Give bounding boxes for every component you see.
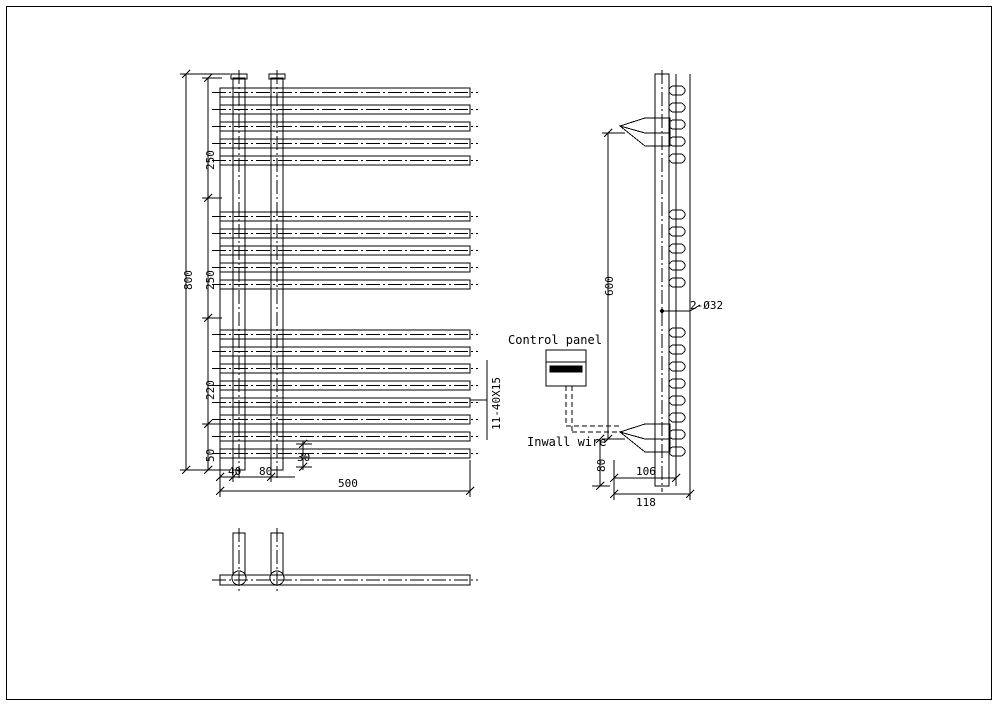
label-control-panel: Control panel — [508, 333, 602, 347]
plan-view-body — [212, 528, 478, 592]
dim-front-offset-b: 80 — [259, 465, 273, 478]
dim-front-segment-1: 250 — [204, 150, 217, 170]
front-dimension-lines — [180, 70, 487, 497]
dim-side-depth-inner: 106 — [636, 465, 656, 478]
dim-front-segment-3: 220 — [204, 380, 217, 400]
inwall-wire-path — [566, 386, 620, 432]
side-bar-ends — [669, 86, 685, 456]
control-panel-box — [546, 350, 586, 386]
dim-front-overall-height: 800 — [182, 270, 195, 290]
dim-front-segment-4: 50 — [204, 448, 217, 462]
note-bar-size: 11-40X15 — [490, 377, 503, 430]
dim-side-depth-outer: 118 — [636, 496, 656, 509]
front-bar-centrelines — [212, 93, 478, 454]
side-dimension-lines — [592, 129, 700, 500]
dim-front-overall-width: 500 — [338, 477, 358, 490]
dim-front-offset-c: 30 — [297, 451, 311, 464]
note-mounting-holes: 2-Ø32 — [690, 299, 724, 312]
dim-front-offset-a: 40 — [228, 465, 242, 478]
dim-side-bottom-offset: 80 — [595, 458, 608, 472]
dim-side-centres-height: 600 — [603, 276, 616, 296]
dim-front-segment-2: 250 — [204, 270, 217, 290]
label-inwall-wire: Inwall wire — [527, 435, 607, 449]
